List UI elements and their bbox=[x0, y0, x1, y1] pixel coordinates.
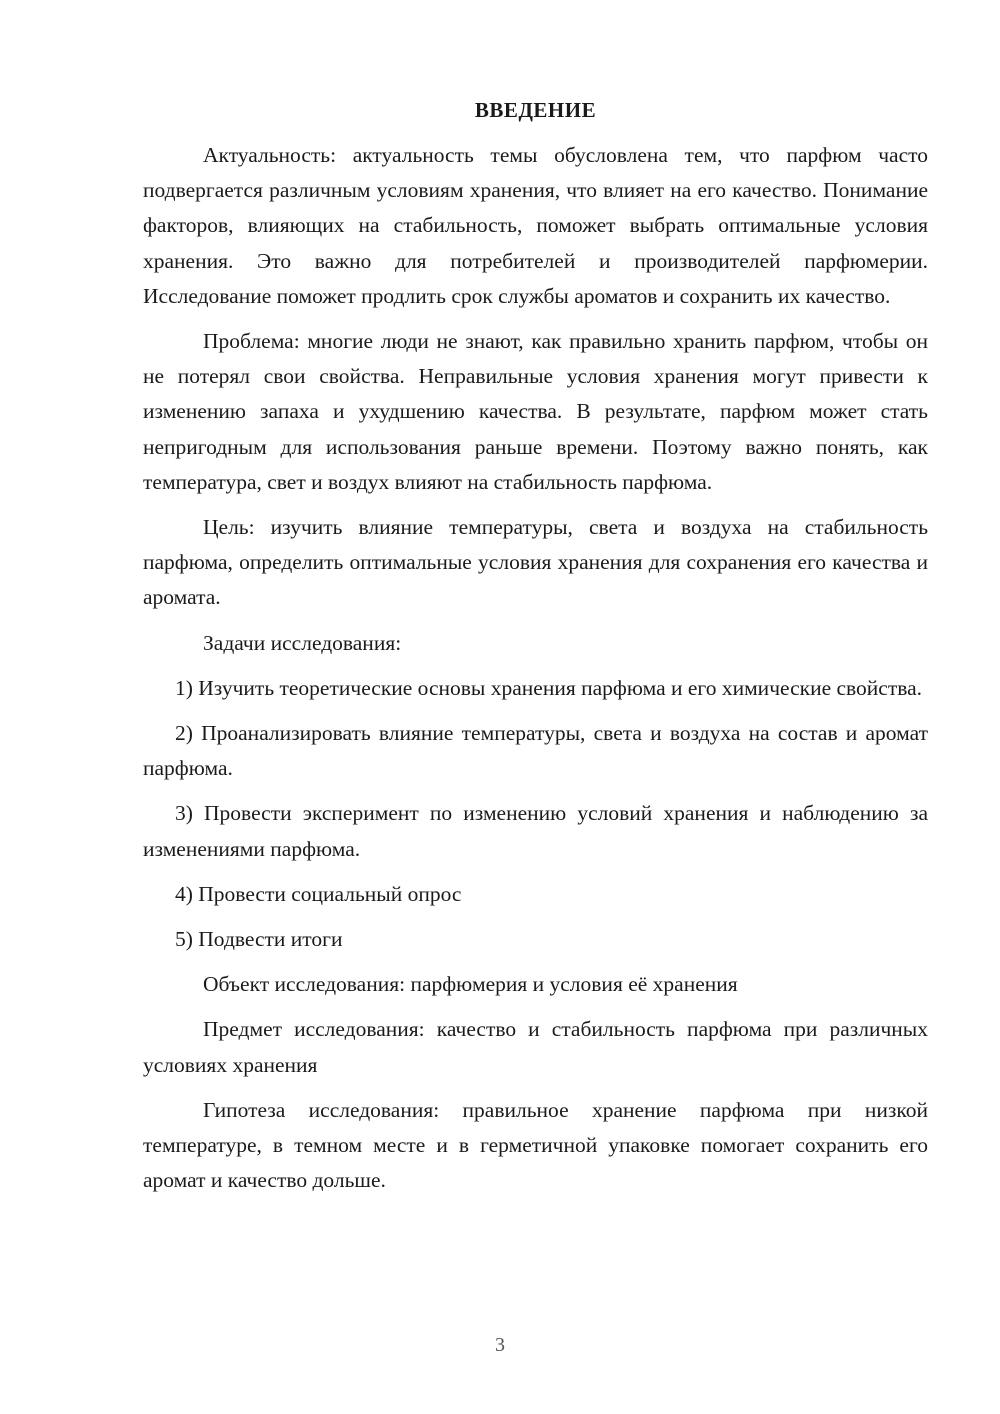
subject-paragraph: Предмет исследования: качество и стабильность парфюма при различных условиях хранения bbox=[143, 1017, 928, 1077]
relevance-paragraph: Актуальность: актуальность темы обусловлена тем, что парфюм часто подвергается различным условиям хранения, что влияет на его качество. Понимание факторов, влияющих на стабильность, поможет выбрать оптимальные условия хранения. Это важно для потребителей и производителей парфюмерии. Исследование поможет продлить срок службы ароматов и сохранить их качество. bbox=[143, 143, 928, 308]
problem-paragraph: Проблема: многие люди не знают, как правильно хранить парфюм, чтобы он не потерял свои свойства. Неправильные условия хранения могут привести к изменению запаха и ухудшению качества. В результате, парфюм может стать непригодным для использования раньше времени. Поэтому важно понять, как температура, свет и воздух влияют на стабильность парфюма. bbox=[143, 329, 928, 494]
tasks-heading: Задачи исследования: bbox=[203, 630, 402, 655]
task-item: 1) Изучить теоретические основы хранения парфюма и его химические свойства. bbox=[175, 675, 923, 700]
task-item: 4) Провести социальный опрос bbox=[175, 881, 462, 906]
task-item: 5) Подвести итоги bbox=[175, 927, 343, 952]
section-title: ВВЕДЕНИЕ bbox=[474, 98, 597, 122]
task-item: 3) Провести эксперимент по изменению условий хранения и наблюдению за изменениями парфюма. bbox=[143, 801, 928, 861]
goal-paragraph: Цель: изучить влияние температуры, света и воздуха на стабильность парфюма, определить оптимальные условия хранения для сохранения его качества и аромата. bbox=[143, 515, 928, 610]
page-number: 3 bbox=[495, 1334, 505, 1356]
page-content bbox=[143, 92, 928, 1208]
object-paragraph: Объект исследования: парфюмерия и условия её хранения bbox=[203, 972, 738, 997]
hypothesis-paragraph: Гипотеза исследования: правильное хранение парфюма при низкой температуре, в темном месте и в герметичной упаковке помогает сохранить его аромат и качество дольше. bbox=[143, 1097, 928, 1193]
task-item: 2) Проанализировать влияние температуры, света и воздуха на состав и аромат парфюма. bbox=[143, 721, 928, 781]
